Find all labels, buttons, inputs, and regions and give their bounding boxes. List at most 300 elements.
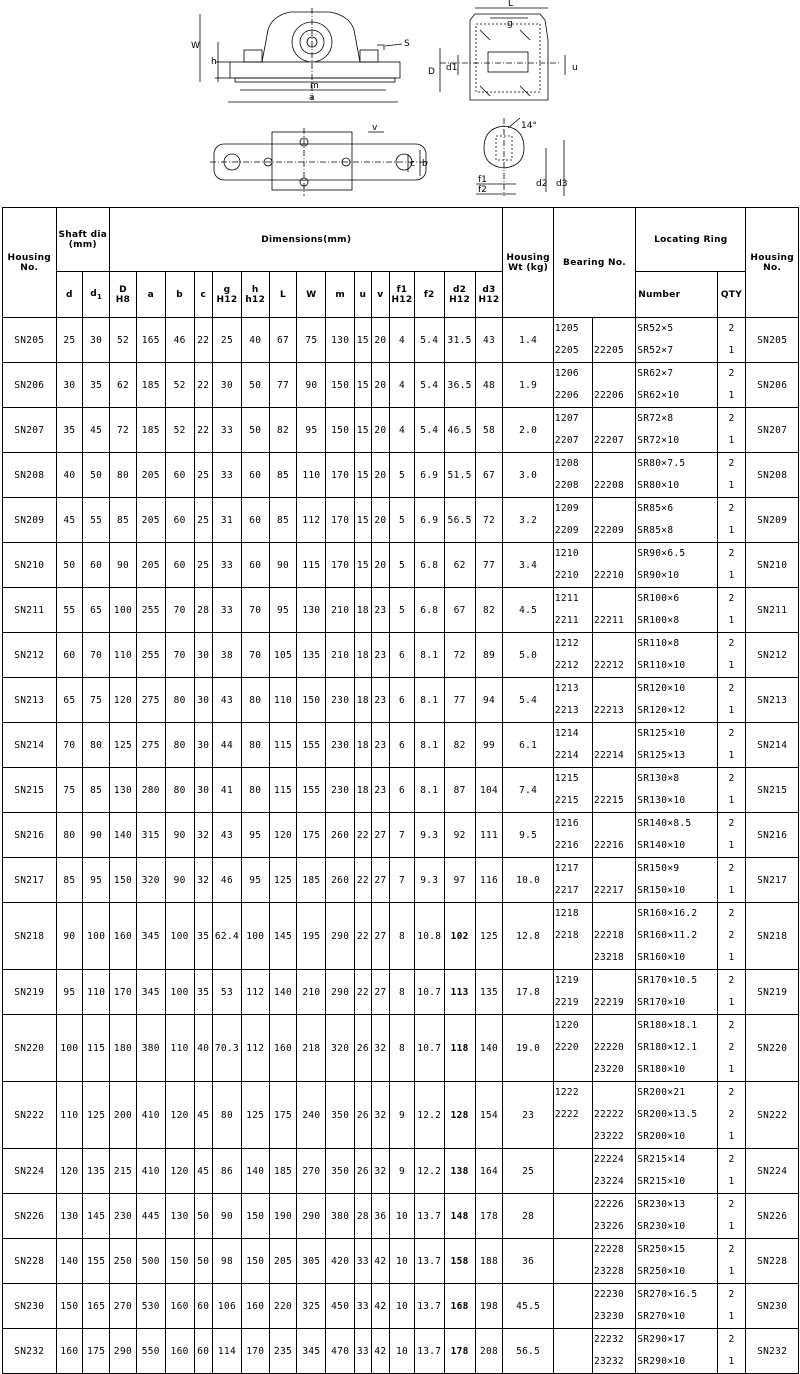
cell-f1: 6 [390,633,415,678]
cell-d: 60 [56,633,83,678]
bearing-number: 22214 [593,750,625,761]
cell-h: 140 [241,1149,269,1194]
cell-housing: SN206 [3,363,57,408]
cell-u: 33 [355,1284,371,1329]
cell-W: 305 [297,1239,326,1284]
cell-d: 120 [56,1149,83,1194]
cell-d3: 89 [475,633,503,678]
cell-D: 125 [110,723,137,768]
bearing-number [594,498,635,520]
cell-qty [717,1082,746,1149]
cell-L: 185 [269,1149,297,1194]
ring-number: SR62×7 [637,368,674,379]
ring-number: SR160×10 [637,952,686,963]
cell-wt: 1.9 [503,363,553,408]
qty-value: 1 [728,615,735,626]
cell-u: 15 [355,543,371,588]
cell-wt: 36 [503,1239,553,1284]
cell-D: 110 [110,633,137,678]
cell-u: 18 [355,588,371,633]
cell-W: 325 [297,1284,326,1329]
cell-d1: 50 [83,453,110,498]
bearing-number [594,903,635,925]
cell-h: 150 [241,1194,269,1239]
bearing-number: 22232 [593,1334,625,1345]
ring-number: SR180×10 [637,1064,686,1075]
bearing-number: 23222 [593,1131,625,1142]
cell-u: 33 [355,1239,371,1284]
cell-m: 380 [326,1194,355,1239]
cell-d2: 72 [444,633,475,678]
cell-v: 27 [371,970,390,1015]
cell-D: 180 [110,1015,137,1082]
cell-h: 112 [241,1015,269,1082]
cell-W: 90 [297,363,326,408]
bearing-number [594,633,635,655]
cell-d: 160 [56,1329,83,1374]
cell-h: 95 [241,858,269,903]
cell-a: 185 [136,408,165,453]
cell-c: 35 [194,970,213,1015]
cell-f2: 13.7 [414,1194,444,1239]
bearing-number [555,1216,592,1238]
cell-housing-right: SN232 [746,1329,799,1374]
cell-f2: 13.7 [414,1329,444,1374]
front-view-drawing [200,8,402,102]
cell-d2: 118 [444,1015,475,1082]
cell-L: 190 [269,1194,297,1239]
cell-c: 22 [194,363,213,408]
cell-d2: 168 [444,1284,475,1329]
table-row [3,768,799,813]
label-D: D [428,67,435,77]
bearing-number [594,363,635,385]
cell-c: 45 [194,1082,213,1149]
cell-b: 160 [165,1284,194,1329]
cell-v: 20 [371,408,390,453]
cell-W: 110 [297,453,326,498]
cell-W: 155 [297,768,326,813]
cell-bearing-col-1 [553,318,592,363]
cell-W: 290 [297,1194,326,1239]
cell-f2: 10.7 [414,1015,444,1082]
cell-h: 100 [241,903,269,970]
header-D-sub: H8 [115,294,131,305]
cell-W: 240 [297,1082,326,1149]
cell-L: 160 [269,1015,297,1082]
cell-b: 60 [165,453,194,498]
cell-qty [717,1239,746,1284]
cell-d2: 77 [444,678,475,723]
qty-value: 1 [728,705,735,716]
ring-number: SR85×8 [637,525,674,536]
cell-d: 140 [56,1239,83,1284]
cell-d3: 82 [475,588,503,633]
cell-a: 380 [136,1015,165,1082]
cell-d1: 85 [83,768,110,813]
cell-f2: 5.4 [414,363,444,408]
qty-value: 2 [728,1199,735,1210]
cell-u: 26 [355,1082,371,1149]
cell-qty [717,813,746,858]
header-d3-text: d3 [482,284,496,295]
cell-housing: SN207 [3,408,57,453]
cell-W: 210 [297,970,326,1015]
bearing-number: 1216 [554,818,579,829]
cell-g: 43 [213,813,242,858]
bearing-number [555,1126,592,1148]
cell-m: 230 [326,723,355,768]
cell-m: 210 [326,588,355,633]
cell-m: 260 [326,813,355,858]
cell-D: 130 [110,768,137,813]
cell-housing: SN224 [3,1149,57,1194]
bearing-number: 1210 [554,548,579,559]
cell-d2: 51.5 [444,453,475,498]
cell-v: 42 [371,1329,390,1374]
table-row [3,588,799,633]
cell-h: 112 [241,970,269,1015]
ring-number: SR80×7.5 [637,458,686,469]
cell-bearing-col-1 [553,498,592,543]
cell-v: 32 [371,1149,390,1194]
cell-bearing-col-2 [592,1149,635,1194]
header-g [213,272,242,318]
bearing-number [594,408,635,430]
table-row [3,1284,799,1329]
cell-a: 345 [136,970,165,1015]
cell-u: 28 [355,1194,371,1239]
header-f1-sub: H12 [391,294,413,305]
qty-value: 2 [728,413,735,424]
cell-v: 23 [371,678,390,723]
cell-c: 50 [194,1239,213,1284]
cell-b: 60 [165,498,194,543]
cell-f2: 8.1 [414,633,444,678]
cell-a: 275 [136,723,165,768]
cell-m: 210 [326,633,355,678]
cell-b: 80 [165,768,194,813]
ring-number: SR130×8 [637,773,680,784]
header-shaft-dia: Shaft dia (mm) [56,208,110,272]
cell-h: 125 [241,1082,269,1149]
bearing-number: 22230 [593,1289,625,1300]
cell-W: 75 [297,318,326,363]
bearing-number: 2205 [554,345,579,356]
label-S: S [404,39,410,49]
qty-value: 1 [728,795,735,806]
qty-value: 2 [728,1244,735,1255]
cell-u: 18 [355,723,371,768]
cell-a: 530 [136,1284,165,1329]
cell-d3: 43 [475,318,503,363]
ring-number: SR230×13 [637,1199,686,1210]
cell-d: 75 [56,768,83,813]
cell-b: 130 [165,1194,194,1239]
cell-v: 32 [371,1082,390,1149]
cell-qty [717,678,746,723]
cell-housing-right: SN205 [746,318,799,363]
cell-bearing-col-1 [553,1015,592,1082]
qty-value: 1 [728,1176,735,1187]
cell-m: 290 [326,903,355,970]
cell-u: 15 [355,453,371,498]
cell-u: 15 [355,318,371,363]
cell-g: 106 [213,1284,242,1329]
cell-qty [717,970,746,1015]
label-d1: d1 [446,63,458,73]
ring-number: SR72×10 [637,435,680,446]
qty-value: 1 [728,570,735,581]
cell-f1: 8 [390,970,415,1015]
header-f1 [390,272,415,318]
cell-bearing-col-1 [553,858,592,903]
ring-number: SR215×10 [637,1176,686,1187]
cell-c: 28 [194,588,213,633]
cell-d3: 178 [475,1194,503,1239]
qty-value: 1 [728,1131,735,1142]
cell-bearing-col-1 [553,1284,592,1329]
table-row [3,678,799,723]
cell-L: 235 [269,1329,297,1374]
cell-bearing-col-2 [592,543,635,588]
cell-ring-number [636,678,717,723]
cell-d: 85 [56,858,83,903]
cell-d3: 140 [475,1015,503,1082]
cell-d1: 110 [83,970,110,1015]
ring-number: SR250×10 [637,1266,686,1277]
cell-housing: SN210 [3,543,57,588]
cell-u: 18 [355,678,371,723]
cell-bearing-col-1 [553,903,592,970]
bearing-number [594,543,635,565]
cell-a: 410 [136,1149,165,1194]
bearing-number [594,588,635,610]
bearing-number: 22206 [593,390,625,401]
bearing-number: 23232 [593,1356,625,1367]
cell-a: 320 [136,858,165,903]
cell-d3: 99 [475,723,503,768]
cell-bearing-col-1 [553,1082,592,1149]
bearing-number [555,1194,592,1216]
cell-f2: 8.1 [414,678,444,723]
table-row [3,633,799,678]
cell-bearing-col-1 [553,1329,592,1374]
bearing-number [594,678,635,700]
cell-wt: 4.5 [503,588,553,633]
ring-number: SR62×10 [637,390,680,401]
cell-d1: 95 [83,858,110,903]
cell-D: 230 [110,1194,137,1239]
cell-f1: 10 [390,1329,415,1374]
table-row [3,408,799,453]
cell-wt: 3.4 [503,543,553,588]
cell-d2: 46.5 [444,408,475,453]
cell-bearing-col-2 [592,1082,635,1149]
cell-L: 77 [269,363,297,408]
cell-b: 150 [165,1239,194,1284]
cell-bearing-col-2 [592,903,635,970]
cell-wt: 3.0 [503,453,553,498]
cell-W: 175 [297,813,326,858]
cell-b: 90 [165,858,194,903]
cell-wt: 45.5 [503,1284,553,1329]
cell-d3: 116 [475,858,503,903]
cell-d2: 62 [444,543,475,588]
side-section-drawing [440,8,565,100]
cell-L: 220 [269,1284,297,1329]
bearing-number: 23228 [593,1266,625,1277]
qty-value: 2 [728,728,735,739]
cell-wt: 23 [503,1082,553,1149]
ring-number: SR110×8 [637,638,680,649]
header-d3 [475,272,503,318]
ring-number: SR52×7 [637,345,674,356]
bearing-number: 1211 [554,593,579,604]
qty-value: 1 [728,1356,735,1367]
cell-d: 25 [56,318,83,363]
bearing-number [555,1149,592,1171]
bearing-number: 22224 [593,1154,625,1165]
header-m: m [326,272,355,318]
ring-number: SR270×10 [637,1311,686,1322]
header-d1-text: d [90,288,97,299]
cell-housing-right: SN206 [746,363,799,408]
cell-d2: 92 [444,813,475,858]
qty-value: 2 [728,458,735,469]
bearing-number: 2213 [554,705,579,716]
ring-number: SR130×10 [637,795,686,806]
bearing-number: 22210 [593,570,625,581]
cell-f1: 5 [390,498,415,543]
bearing-number: 22226 [593,1199,625,1210]
cell-bearing-col-1 [553,970,592,1015]
cell-g: 98 [213,1239,242,1284]
cell-D: 170 [110,970,137,1015]
ring-number: SR90×10 [637,570,680,581]
cell-a: 500 [136,1239,165,1284]
cell-a: 255 [136,633,165,678]
cell-housing: SN214 [3,723,57,768]
cell-L: 125 [269,858,297,903]
cell-D: 150 [110,858,137,903]
cell-g: 70.3 [213,1015,242,1082]
cell-f2: 10.7 [414,970,444,1015]
cell-f1: 6 [390,768,415,813]
header-a: a [136,272,165,318]
cell-f1: 8 [390,903,415,970]
cell-f1: 7 [390,858,415,903]
cell-m: 150 [326,363,355,408]
cell-d3: 94 [475,678,503,723]
cell-b: 100 [165,970,194,1015]
bearing-number: 1209 [554,503,579,514]
qty-value: 1 [728,1064,735,1075]
cell-d1: 30 [83,318,110,363]
qty-value: 2 [728,1087,735,1098]
cell-W: 135 [297,633,326,678]
cell-d3: 111 [475,813,503,858]
cell-m: 230 [326,768,355,813]
cell-bearing-col-2 [592,318,635,363]
cell-d3: 58 [475,408,503,453]
cell-D: 270 [110,1284,137,1329]
qty-value: 1 [728,952,735,963]
cell-qty [717,318,746,363]
ring-number: SR290×17 [637,1334,686,1345]
cell-bearing-col-2 [592,1015,635,1082]
cell-qty [717,543,746,588]
cell-c: 40 [194,1015,213,1082]
ring-number: SR140×8.5 [637,818,692,829]
cell-h: 70 [241,588,269,633]
cell-b: 60 [165,543,194,588]
cell-g: 86 [213,1149,242,1194]
bearing-number [555,1171,592,1193]
bearing-number: 1212 [554,638,579,649]
cell-ring-number [636,903,717,970]
cell-ring-number [636,723,717,768]
cell-L: 140 [269,970,297,1015]
cell-bearing-col-2 [592,498,635,543]
cell-wt: 6.1 [503,723,553,768]
cell-d3: 188 [475,1239,503,1284]
bearing-number: 22228 [593,1244,625,1255]
cell-c: 22 [194,408,213,453]
ring-number: SR200×13.5 [637,1109,698,1120]
bearing-number: 2217 [554,885,579,896]
cell-bearing-col-1 [553,1239,592,1284]
cell-b: 120 [165,1149,194,1194]
cell-c: 60 [194,1329,213,1374]
cell-ring-number [636,498,717,543]
cell-c: 50 [194,1194,213,1239]
header-d1-sub: 1 [96,292,103,301]
cell-g: 33 [213,408,242,453]
cell-m: 450 [326,1284,355,1329]
cell-a: 165 [136,318,165,363]
cell-bearing-col-2 [592,1284,635,1329]
header-h-text: h [251,284,259,295]
cell-W: 150 [297,678,326,723]
cell-wt: 7.4 [503,768,553,813]
bearing-number: 22208 [593,480,625,491]
cell-m: 290 [326,970,355,1015]
cell-g: 46 [213,858,242,903]
cell-h: 80 [241,678,269,723]
cell-g: 33 [213,543,242,588]
cell-f2: 8.1 [414,768,444,813]
cell-d: 50 [56,543,83,588]
cell-f1: 6 [390,723,415,768]
cell-ring-number [636,813,717,858]
cell-u: 18 [355,768,371,813]
cell-D: 100 [110,588,137,633]
cell-b: 80 [165,678,194,723]
cell-qty [717,588,746,633]
cell-qty [717,363,746,408]
cell-ring-number [636,1284,717,1329]
cell-wt: 12.8 [503,903,553,970]
ring-number: SR125×10 [637,728,686,739]
cell-d: 55 [56,588,83,633]
ring-number: SR180×18.1 [637,1020,698,1031]
label-a: a [309,93,315,103]
cell-d1: 165 [83,1284,110,1329]
bearing-number: 1207 [554,413,579,424]
cell-d3: 154 [475,1082,503,1149]
cell-a: 345 [136,903,165,970]
